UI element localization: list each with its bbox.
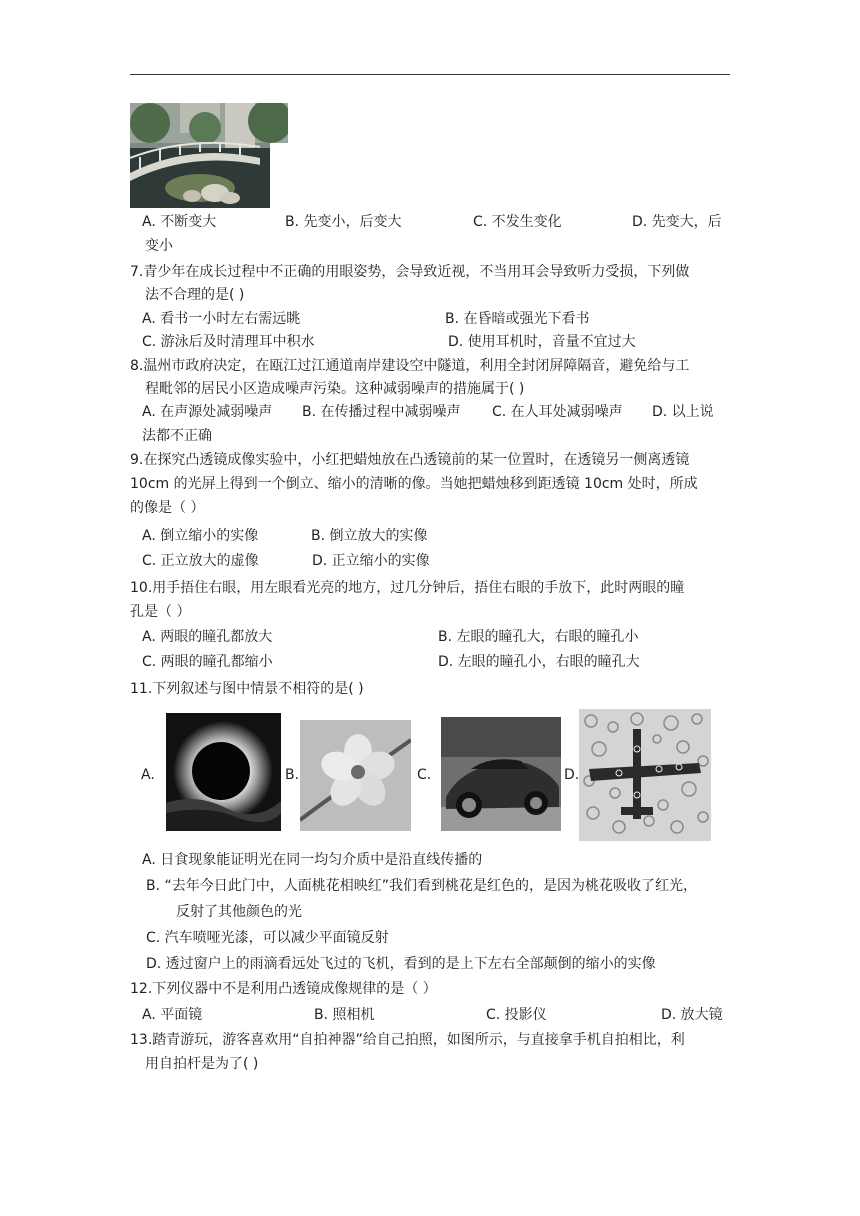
q11-option-d: D. 透过窗户上的雨滴看远处飞过的飞机，看到的是上下左右全部颠倒的缩小的实像 — [146, 956, 656, 972]
q11-stem: 11.下列叙述与图中情景不相符的是( ) — [130, 681, 364, 697]
q12-option-d: D. 放大镜 — [661, 1007, 723, 1023]
q6-option-d: D. 先变大，后 — [632, 214, 722, 230]
q7-stem-line2: 法不合理的是( ) — [145, 287, 245, 303]
peach-blossom-image — [300, 720, 411, 831]
q9-stem-line3: 的像是（ ） — [130, 500, 205, 516]
q11-image-label-d: D. — [564, 767, 580, 783]
q6-option-d-cont: 变小 — [145, 238, 173, 254]
q7-stem-line1: 7.青少年在成长过程中不正确的用眼姿势，会导致近视，不当用耳会导致听力受损，下列做 — [130, 264, 690, 280]
garden-bridge-photo — [130, 103, 288, 208]
q11-option-b-cont: 反射了其他颜色的光 — [176, 904, 302, 920]
q7-option-a: A. 看书一小时左右需远眺 — [142, 311, 301, 327]
raindrop-airplane-image — [579, 709, 711, 841]
q11-image-label-a: A. — [141, 767, 155, 783]
q8-option-a: A. 在声源处减弱噪声 — [142, 404, 273, 420]
q7-option-d: D. 使用耳机时，音量不宜过大 — [448, 334, 636, 350]
header-rule — [130, 74, 730, 75]
q8-option-d-cont: 法都不正确 — [142, 428, 212, 444]
q9-option-d: D. 正立缩小的实像 — [312, 553, 430, 569]
q8-stem-line1: 8.温州市政府决定，在瓯江过江通道南岸建设空中隧道，利用全封闭屏障隔音，避免给与工 — [130, 358, 690, 374]
q10-option-b: B. 左眼的瞳孔大，右眼的瞳孔小 — [438, 629, 639, 645]
q12-option-a: A. 平面镜 — [142, 1007, 203, 1023]
q10-option-d: D. 左眼的瞳孔小，右眼的瞳孔大 — [438, 654, 640, 670]
q12-option-c: C. 投影仪 — [486, 1007, 547, 1023]
q11-image-label-b: B. — [285, 767, 300, 783]
q6-option-a: A. 不断变大 — [142, 214, 217, 230]
q7-option-c: C. 游泳后及时清理耳中积水 — [142, 334, 315, 350]
q11-image-label-c: C. — [417, 767, 432, 783]
q13-stem-line2: 用自拍杆是为了( ) — [145, 1056, 259, 1072]
sports-car-image — [441, 717, 561, 831]
q10-option-c: C. 两眼的瞳孔都缩小 — [142, 654, 273, 670]
q9-option-a: A. 倒立缩小的实像 — [142, 528, 259, 544]
q8-option-d: D. 以上说 — [652, 404, 714, 420]
q11-option-a: A. 日食现象能证明光在同一均匀介质中是沿直线传播的 — [142, 852, 483, 868]
q13-stem-line1: 13.踏青游玩，游客喜欢用“自拍神器”给自己拍照，如图所示，与直接拿手机自拍相比，利 — [130, 1032, 685, 1048]
q8-option-c: C. 在人耳处减弱噪声 — [492, 404, 623, 420]
q8-stem-line2: 程毗邻的居民小区造成噪声污染。这种减弱噪声的措施属于( ) — [145, 381, 525, 397]
q10-stem-line1: 10.用手捂住右眼，用左眼看光亮的地方，过几分钟后，捂住右眼的手放下，此时两眼的瞳 — [130, 580, 685, 596]
q9-option-b: B. 倒立放大的实像 — [311, 528, 428, 544]
q10-stem-line2: 孔是（ ） — [130, 604, 191, 620]
q9-stem-line2: 10cm 的光屏上得到一个倒立、缩小的清晰的像。当她把蜡烛移到距透镜 10cm 处时，所成 — [130, 476, 698, 492]
q6-option-b: B. 先变小，后变大 — [285, 214, 402, 230]
q7-option-b: B. 在昏暗或强光下看书 — [445, 311, 590, 327]
q9-stem-line1: 9.在探究凸透镜成像实验中，小红把蜡烛放在凸透镜前的某一位置时，在透镜另一侧离透镜 — [130, 452, 690, 468]
q12-option-b: B. 照相机 — [314, 1007, 375, 1023]
q9-option-c: C. 正立放大的虚像 — [142, 553, 259, 569]
q11-option-c: C. 汽车喷哑光漆，可以减少平面镜反射 — [146, 930, 389, 946]
q6-option-c: C. 不发生变化 — [473, 214, 562, 230]
q11-option-b: B. “去年今日此门中，人面桃花相映红”我们看到桃花是红色的，是因为桃花吸收了红光， — [146, 878, 698, 894]
q10-option-a: A. 两眼的瞳孔都放大 — [142, 629, 273, 645]
solar-eclipse-image — [166, 713, 281, 831]
q12-stem: 12.下列仪器中不是利用凸透镜成像规律的是（ ） — [130, 981, 437, 997]
q8-option-b: B. 在传播过程中减弱噪声 — [302, 404, 461, 420]
